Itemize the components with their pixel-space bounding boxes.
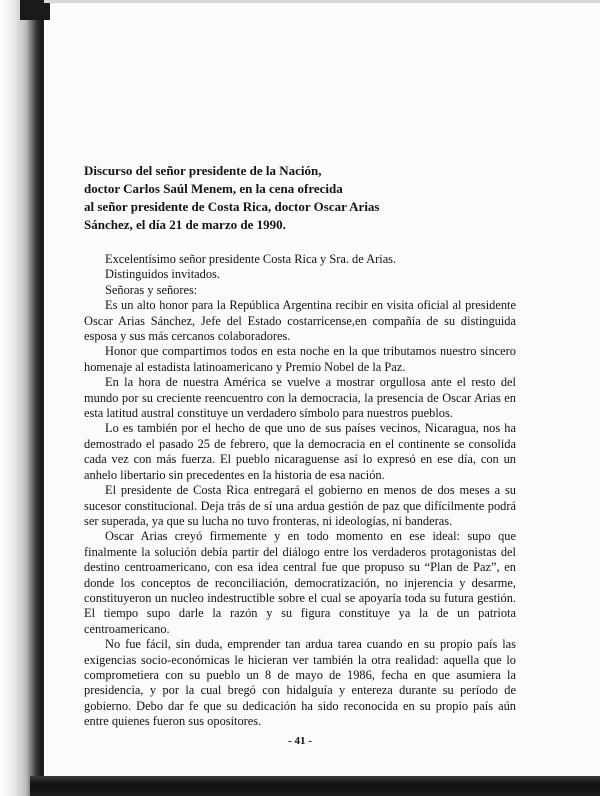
body-line: Oscar Arias creyó firmemente y en todo momento en ese ideal: supo que (105, 529, 516, 544)
title-line: Sánchez, el día 21 de marzo de 1990. (84, 217, 286, 232)
body-line: sucesor constitucional. Deja trás de sí una ardua gestión de paz que difícilmente podrá (84, 498, 516, 513)
body-line: donde los conceptos de reconciliación, democratización, no injerencia y desarme, (84, 575, 516, 590)
body-line: entre quienes fueron sus opositores. (84, 714, 262, 729)
body-line: Señoras y señores: (105, 282, 198, 297)
body-line: ser superada, ya que su lucha no tuvo fronteras, ni ideologías, ni banderas. (84, 513, 453, 528)
page-number: - 41 - (288, 735, 312, 747)
body-line: demostrado el pasado 25 de febrero, que la democracia en el continente se consolida (84, 436, 516, 451)
body-line: cada vez con más fuerza. El pueblo nicaraguense así lo expresó en ese día, con un (84, 452, 516, 467)
page-corner-shadow (20, 0, 50, 20)
title-line: doctor Carlos Saúl Menem, en la cena ofrecida (84, 181, 343, 196)
body-line: Es un alto honor para la República Argentina recibir en visita oficial al presidente (105, 298, 516, 313)
body-line: En la hora de nuestra América se vuelve a mostrar orgullosa ante el resto del (105, 375, 516, 390)
body-line: constituyeron un nucleo indestructible sobre el cual se apoyaría toda su futura gestión. (84, 590, 516, 605)
speech-title (84, 162, 484, 234)
body-line: Distinguidos invitados. (105, 267, 220, 282)
page-bottom-shadow (30, 776, 600, 796)
body-line: presidencia, y por la cual bregó con hidalguía y entereza durante su período de (84, 683, 516, 698)
body-line: esposa y sus más cercanos colaboradores. (84, 329, 291, 344)
body-line: esta latitud austral constituye un verdadero símbolo para nuestros pueblos. (84, 406, 453, 421)
title-line: al señor presidente de Costa Rica, doctor Oscar Arias (84, 199, 380, 214)
speech-body (84, 252, 516, 730)
body-line: anhelo libertario sin precedentes en la historia de esa nación. (84, 467, 385, 482)
page-top-edge (44, 0, 600, 3)
body-line: homenaje al estadista latinoamericano y Premio Nobel de la Paz. (84, 359, 406, 374)
body-line: El tiempo supo darle la razón y su figura constituye ya la de un patriota (84, 606, 516, 621)
body-line: finalmente la solución debía partir del diálogo entre los verdaderos protagonistas del (84, 544, 516, 559)
body-line: mundo por su creciente reencuentro con la democracia, la presencia de Oscar Arias en (84, 390, 516, 405)
body-line: centroamericano. (84, 621, 170, 636)
title-line: Discurso del señor presidente de la Nación, (84, 163, 322, 178)
body-line: El presidente de Costa Rica entregará el gobierno en menos de dos meses a su (105, 483, 516, 498)
body-line: destino centroamericano, con esa idea central fue que propuso su “Plan de Paz”, en (84, 560, 516, 575)
body-line: Oscar Arias Sánchez, Jefe del Estado costarricense,en compañía de su distinguida (84, 313, 516, 328)
body-line: comprometiera con su pueblo un 8 de mayo de 1986, fecha en que asumiera la (84, 667, 516, 682)
body-line: Lo es también por el hecho de que uno de sus países vecinos, Nicaragua, nos ha (105, 421, 516, 436)
page-binding-shadow (0, 0, 44, 796)
body-line: No fue fácil, sin duda, emprender tan ardua tarea cuando en su propio país las (105, 637, 516, 652)
body-line: gobierno. Debo dar fe que su dedicación ha sido reconocida en su propio país aún (84, 698, 516, 713)
body-line: Honor que compartimos todos en esta noche en la que tributamos nuestro sincero (105, 344, 516, 359)
body-line: exigencias socio-económicas le hicieran ver también la otra realidad: aquella que lo (84, 652, 516, 667)
body-line: Excelentísimo señor presidente Costa Rica y Sra. de Arias. (105, 252, 397, 266)
